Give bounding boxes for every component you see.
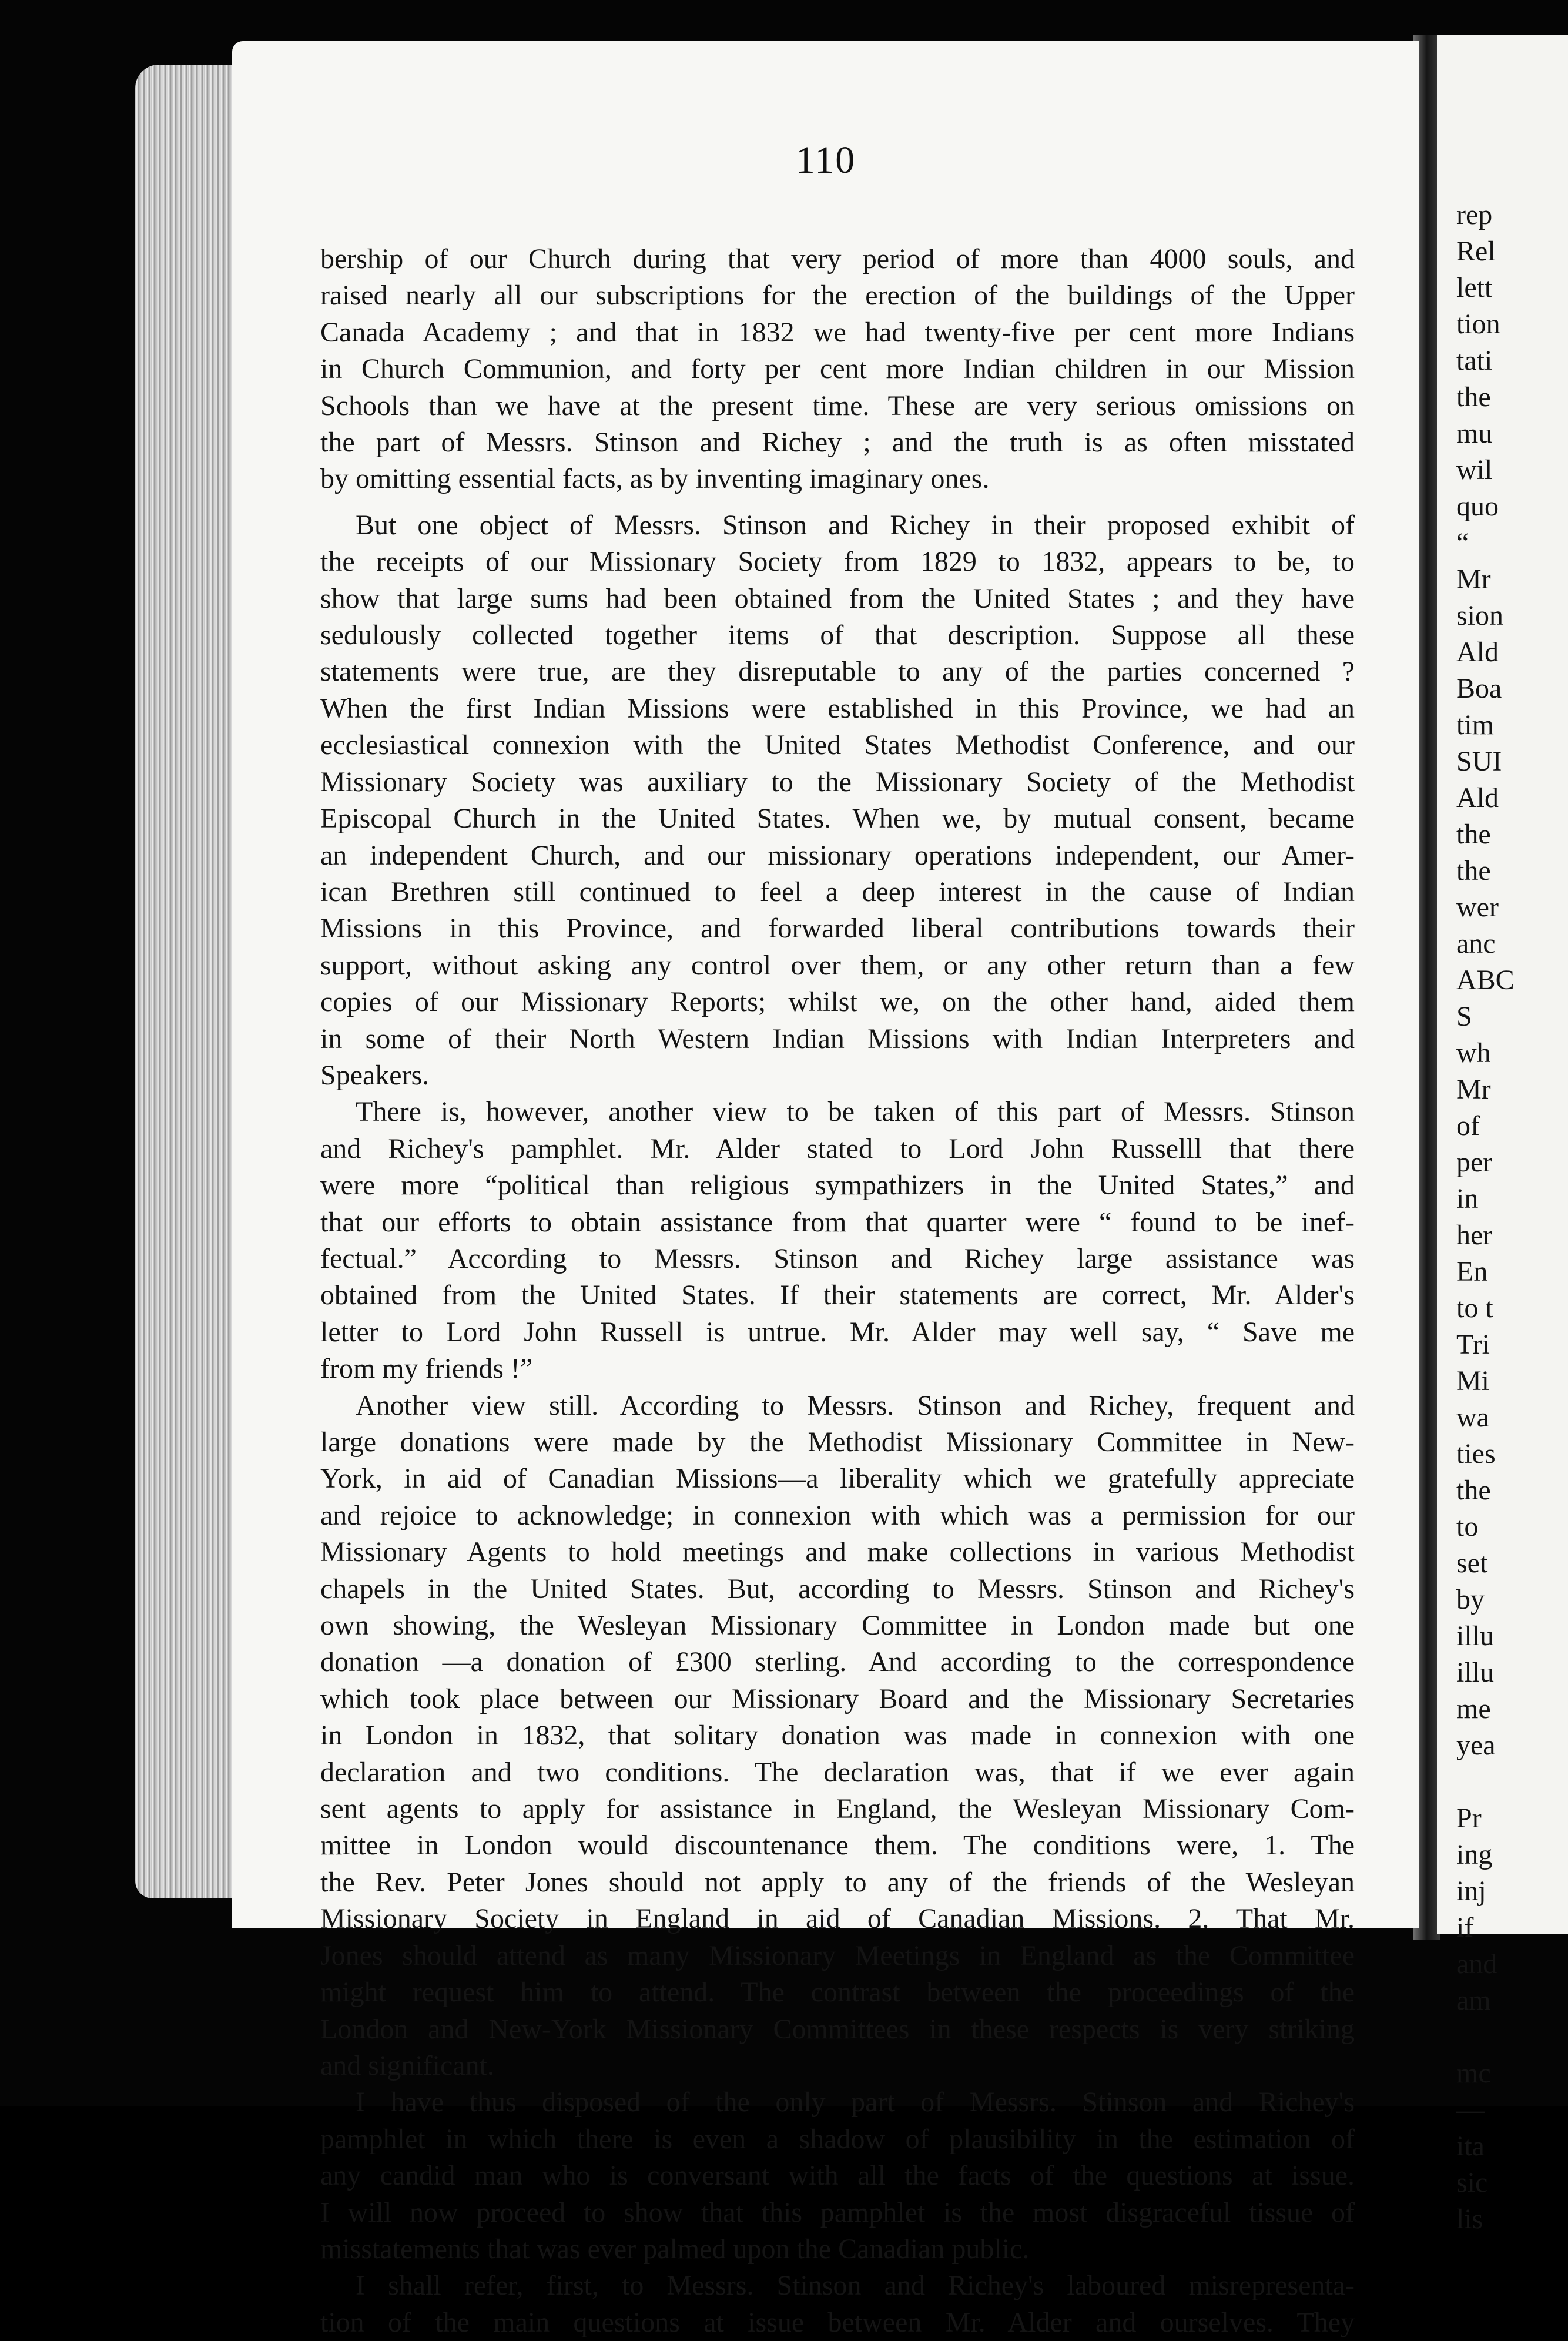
text-line: Missionary Society in England in aid of Canadian Missions. 2. That Mr.	[320, 1903, 1355, 1935]
facing-page-fragment: if	[1456, 1912, 1474, 1943]
facing-page-fragment: Boa	[1456, 673, 1502, 704]
text-line: which took place between our Missionary Board and the Missionary Secretaries	[320, 1683, 1355, 1714]
facing-page-fragment: S	[1456, 1001, 1472, 1032]
facing-page-fragment: wh	[1456, 1037, 1491, 1069]
text-line: might request him to attend. The contrast between the proceedings of the	[320, 1977, 1355, 2008]
text-line: pamphlet in which there is even a shadow of plausibility in the estimation of	[320, 2123, 1355, 2155]
facing-page-fragment: in	[1456, 1183, 1479, 1214]
text-line: tion of the main questions at issue between Mr. Alder and ourselves. They	[320, 2306, 1355, 2338]
text-line: sedulously collected together items of that description. Suppose all these	[320, 619, 1355, 651]
text-line: Missions in this Province, and forwarded liberal contributions towards their	[320, 913, 1355, 945]
facing-page-fragment: lett	[1456, 272, 1493, 303]
body-text	[320, 241, 1355, 2341]
text-line: from my friends !”	[320, 1353, 533, 1385]
facing-page-fragment: tion	[1456, 309, 1500, 340]
facing-page-fragment: illu	[1456, 1620, 1495, 1652]
text-line: ican Brethren still continued to feel a deep interest in the cause of Indian	[320, 876, 1355, 907]
text-line: in London in 1832, that solitary donation was made in connexion with one	[320, 1720, 1355, 1751]
text-line: sent agents to apply for assistance in England, the Wesleyan Missionary Com-	[320, 1793, 1355, 1825]
facing-page-fragment: Ald	[1456, 782, 1499, 813]
facing-page-fragment: anc	[1456, 928, 1496, 959]
facing-page-fragment: inj	[1456, 1876, 1486, 1907]
text-line: and rejoice to acknowledge; in connexion with which was a permission for our	[320, 1499, 1355, 1531]
facing-page-fragment: set	[1456, 1548, 1488, 1579]
facing-page-fragment: sion	[1456, 600, 1504, 631]
facing-page-fragment: Ald	[1456, 637, 1499, 668]
facing-page-fragment	[1456, 2019, 1568, 2055]
text-line: ecclesiastical connexion with the United States Methodist Conference, and our	[320, 729, 1355, 761]
facing-page-fragment: of	[1456, 1110, 1480, 1141]
facing-page-fragment: —	[1456, 2094, 1485, 2125]
text-line: There is, however, another view to be taken of this part of Messrs. Stinson	[356, 1096, 1355, 1128]
facing-page-fragment: and	[1456, 1948, 1497, 1980]
facing-page-fragment: the	[1456, 1475, 1491, 1506]
text-line: declaration and two conditions. The declaration was, that if we ever again	[320, 1756, 1355, 1788]
text-line: Schools than we have at the present time. These are very serious omissions on	[320, 390, 1355, 421]
facing-page-fragment: ABC	[1456, 964, 1515, 996]
text-line: support, without asking any control over them, or any other return than a few	[320, 949, 1355, 981]
facing-page-fragment: wil	[1456, 454, 1493, 485]
text-line: obtained from the United States. If their statements are correct, Mr. Alder's	[320, 1280, 1355, 1311]
text-line: the receipts of our Missionary Society from 1829 to 1832, appears to be, to	[320, 546, 1355, 578]
facing-page-fragment: Rel	[1456, 236, 1496, 267]
facing-page-fragment: to	[1456, 1511, 1479, 1542]
text-line: in Church Communion, and forty per cent more Indian children in our Mission	[320, 353, 1355, 385]
facing-page-fragment: mc	[1456, 2058, 1491, 2089]
text-line: the Rev. Peter Jones should not apply to any of the friends of the Wesleyan	[320, 1866, 1355, 1898]
text-line: in some of their North Western Indian Missions with Indian Interpreters and	[320, 1023, 1355, 1054]
facing-page-fragment: Pr	[1456, 1803, 1482, 1834]
text-line: misstatements that was ever palmed upon the Canadian public.	[320, 2233, 1030, 2265]
facing-page-fragment: tim	[1456, 709, 1495, 741]
text-line: donation —a donation of £300 sterling. And according to the correspondence	[320, 1646, 1355, 1678]
text-line: and Richey's pamphlet. Mr. Alder stated to Lord John Russelll that there	[320, 1133, 1355, 1164]
text-line: Speakers.	[320, 1059, 430, 1091]
text-line: any candid man who is conversant with all the facts of the questions at issue.	[320, 2160, 1355, 2192]
text-line: own showing, the Wesleyan Missionary Committee in London made but one	[320, 1610, 1355, 1642]
facing-page-fragment: the	[1456, 819, 1491, 850]
text-line: show that large sums had been obtained from the United States ; and they have	[320, 582, 1355, 614]
text-line: When the first Indian Missions were established in this Province, we had an	[320, 692, 1355, 724]
text-line: I will now proceed to show that this pamphlet is the most disgraceful tissue of	[320, 2196, 1355, 2228]
text-line: and significant.	[320, 2049, 494, 2081]
facing-page-fragment: illu	[1456, 1657, 1495, 1688]
text-line: bership of our Church during that very period of more than 4000 souls, and	[320, 243, 1355, 274]
text-line: Missionary Society was auxiliary to the Missionary Society of the Methodist	[320, 766, 1355, 798]
facing-page-fragment: the	[1456, 381, 1491, 413]
facing-page-fragment: quo	[1456, 491, 1499, 522]
facing-page-fragment: mu	[1456, 418, 1493, 449]
text-line: raised nearly all our subscriptions for the erection of the buildings of the Upper	[320, 280, 1355, 312]
facing-page-fragment: wa	[1456, 1402, 1489, 1433]
text-line: that our efforts to obtain assistance from that quarter were “ found to be inef-	[320, 1206, 1355, 1238]
facing-page-fragment: ties	[1456, 1438, 1496, 1469]
facing-page-fragment: tati	[1456, 345, 1493, 376]
facing-page-fragment: sic	[1456, 2167, 1488, 2198]
facing-page-fragment: ita	[1456, 2131, 1485, 2162]
page-edges	[135, 65, 244, 1898]
facing-page-fragment: by	[1456, 1584, 1485, 1615]
facing-page-fragment: Mi	[1456, 1365, 1490, 1396]
text-line: fectual.” According to Messrs. Stinson and Richey large assistance was	[320, 1242, 1355, 1274]
facing-page-fragment: lis	[1456, 2203, 1483, 2235]
text-line: Another view still. According to Messrs. Stinson and Richey, frequent and	[356, 1389, 1355, 1421]
text-line: letter to Lord John Russell is untrue. Mr. Alder may well say, “ Save me	[320, 1316, 1355, 1348]
text-line: York, in aid of Canadian Missions—a liberality which we gratefully appreciate	[320, 1463, 1355, 1495]
text-line: were more “political than religious sympathizers in the United States,” and	[320, 1170, 1355, 1201]
page-number: 110	[795, 139, 856, 182]
text-line: Missionary Agents to hold meetings and make collections in various Methodist	[320, 1536, 1355, 1568]
text-line: an independent Church, and our missionary operations independent, our Amer-	[320, 839, 1355, 871]
facing-page-fragment: me	[1456, 1693, 1491, 1724]
facing-page-fragment	[1456, 1764, 1568, 1800]
text-line: large donations were made by the Methodist Missionary Committee in New-	[320, 1426, 1355, 1458]
facing-page-fragment: am	[1456, 1985, 1491, 2016]
facing-page-fragment: the	[1456, 855, 1491, 886]
facing-page-fragment: SUI	[1456, 746, 1502, 777]
facing-page-text-fragments	[1456, 197, 1568, 2238]
facing-page-fragment: Mr	[1456, 1074, 1491, 1105]
text-line: Jones should attend as many Missionary Meetings in England as the Committee	[320, 1940, 1355, 1971]
left-page	[232, 41, 1419, 2338]
facing-page-fragment: ing	[1456, 1839, 1493, 1870]
facing-page-fragment: yea	[1456, 1730, 1496, 1761]
text-line: I have thus disposed of the only part of Messrs. Stinson and Richey's	[356, 2087, 1355, 2118]
facing-page-fragment: to t	[1456, 1292, 1493, 1324]
facing-page-fragment: rep	[1456, 199, 1493, 230]
text-line: I shall refer, first, to Messrs. Stinson and Richey's laboured misrepresenta-	[356, 2270, 1355, 2302]
facing-page-fragment: Tri	[1456, 1329, 1490, 1360]
text-line: But one object of Messrs. Stinson and Richey in their proposed exhibit of	[356, 509, 1355, 541]
text-line: mittee in London would discountenance them. The conditions were, 1. The	[320, 1830, 1355, 1861]
text-line: chapels in the United States. But, according to Messrs. Stinson and Richey's	[320, 1573, 1355, 1605]
facing-page-fragment: En	[1456, 1256, 1488, 1287]
text-line: Canada Academy ; and that in 1832 we had twenty-five per cent more Indians	[320, 316, 1355, 348]
text-line: the part of Messrs. Stinson and Richey ; and the truth is as often misstated	[320, 427, 1355, 458]
text-line: London and New-York Missionary Committees in these respects is very striking	[320, 2013, 1355, 2045]
facing-page-fragment: “	[1456, 527, 1469, 558]
text-line: by omitting essential facts, as by inventing imaginary ones.	[320, 463, 990, 495]
facing-page-fragment: Mr	[1456, 564, 1491, 595]
text-line: Episcopal Church in the United States. When we, by mutual consent, became	[320, 803, 1355, 835]
facing-page-fragment: per	[1456, 1147, 1493, 1178]
facing-page-fragment: wer	[1456, 892, 1499, 923]
facing-page-fragment: her	[1456, 1220, 1493, 1251]
text-line: statements were true, are they disreputable to any of the parties concerned ?	[320, 656, 1355, 688]
text-line: copies of our Missionary Reports; whilst we, on the other hand, aided them	[320, 986, 1355, 1018]
